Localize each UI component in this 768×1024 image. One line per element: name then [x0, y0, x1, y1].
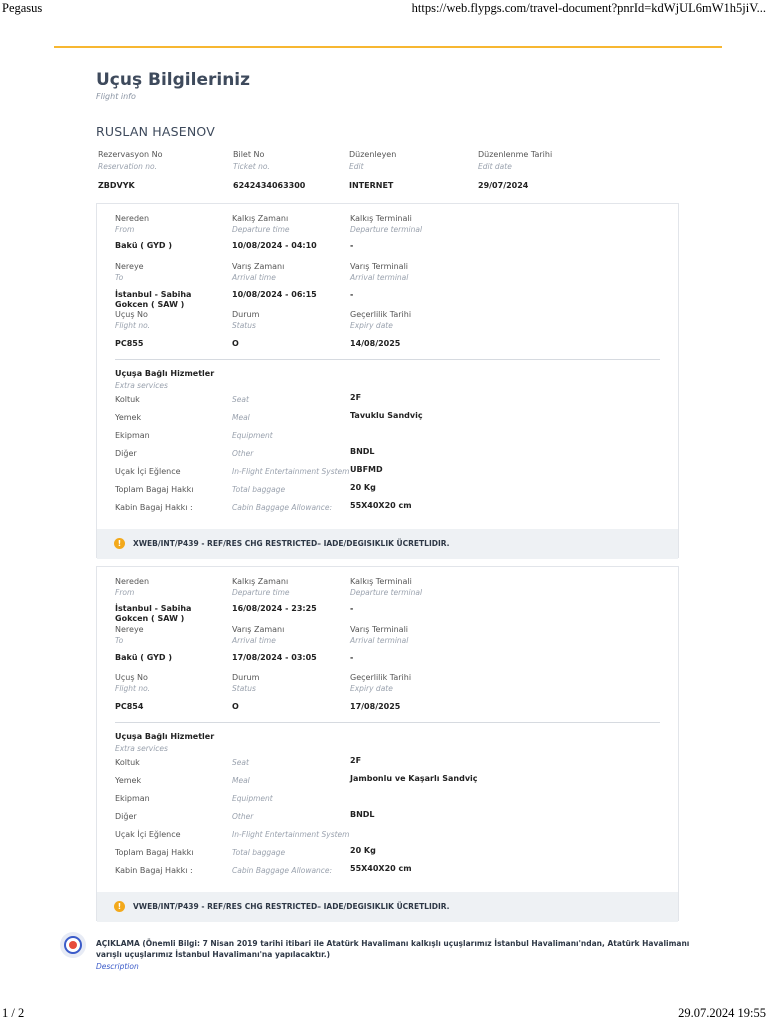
- passenger-name: RUSLAN HASENOV: [96, 124, 215, 139]
- cabin-baggage-label-en: Cabin Baggage Allowance:: [232, 866, 333, 875]
- equipment-label: Ekipman: [115, 431, 150, 440]
- other-value: BNDL: [350, 447, 375, 456]
- seat-label: Koltuk: [115, 395, 140, 404]
- divider: [115, 722, 660, 723]
- meal-label-en: Meal: [232, 413, 250, 422]
- description-icon: [60, 932, 86, 958]
- flight-no-label: Uçuş No: [115, 310, 148, 319]
- arrival-time-label-en: Arrival time: [232, 636, 276, 645]
- print-footer: [0, 1006, 768, 1024]
- print-header-url: https://web.flypgs.com/travel-document?pnrId=kdWjUL6mW1h5jiV...: [411, 1, 766, 15]
- flight-no-value: PC854: [115, 702, 144, 711]
- arrival-terminal-label: Varış Terminali: [350, 262, 409, 271]
- expiry-value: 17/08/2025: [350, 702, 401, 711]
- departure-time-label-en: Departure time: [232, 588, 290, 597]
- ticket-value: 6242434063300: [233, 181, 306, 190]
- extra-services-heading: Uçuşa Bağlı Hizmetler: [115, 732, 215, 741]
- page-number: 1 / 2: [2, 1006, 25, 1020]
- seat-value: 2F: [350, 756, 362, 765]
- expiry-value: 14/08/2025: [350, 339, 401, 348]
- arrival-time-label: Varış Zamanı: [232, 625, 285, 634]
- departure-time-value: 10/08/2024 - 04:10: [232, 241, 317, 250]
- status-value: O: [232, 702, 239, 711]
- equipment-label: Ekipman: [115, 794, 150, 803]
- seat-label-en: Seat: [232, 758, 249, 767]
- departure-time-label: Kalkış Zamanı: [232, 577, 289, 586]
- other-label-en: Other: [232, 449, 254, 458]
- departure-terminal-label-en: Departure terminal: [350, 588, 423, 597]
- from-label-en: From: [115, 225, 135, 234]
- edit-date-value: 29/07/2024: [478, 181, 529, 190]
- arrival-time-value: 10/08/2024 - 06:15: [232, 290, 317, 299]
- flight-no-value: PC855: [115, 339, 144, 348]
- from-label-en: From: [115, 588, 135, 597]
- baggage-value: 20 Kg: [350, 483, 376, 492]
- departure-time-label: Kalkış Zamanı: [232, 214, 289, 223]
- departure-terminal-label: Kalkış Terminali: [350, 577, 412, 586]
- flight-card: [96, 203, 679, 558]
- expiry-label-en: Expiry date: [350, 684, 393, 693]
- reservation-label-en: Reservation no.: [98, 162, 157, 171]
- fare-notice: [97, 529, 678, 559]
- cabin-baggage-label: Kabin Bagaj Hakkı :: [115, 503, 193, 512]
- status-label-en: Status: [232, 684, 256, 693]
- from-label: Nereden: [115, 577, 150, 586]
- seat-label: Koltuk: [115, 758, 140, 767]
- reservation-value: ZBDVYK: [98, 181, 135, 190]
- departure-terminal-label-en: Departure terminal: [350, 225, 423, 234]
- expiry-label: Geçerlilik Tarihi: [350, 673, 412, 682]
- cabin-baggage-value: 55X40X20 cm: [350, 501, 412, 510]
- arrival-time-value: 17/08/2024 - 03:05: [232, 653, 317, 662]
- ife-value: UBFMD: [350, 465, 383, 474]
- arrival-terminal-label-en: Arrival terminal: [350, 273, 409, 282]
- meal-value: Tavuklu Sandviç: [350, 411, 423, 420]
- departure-terminal-value: -: [350, 241, 354, 250]
- from-label: Nereden: [115, 214, 150, 223]
- warning-icon: !: [114, 901, 125, 912]
- other-label: Diğer: [115, 812, 137, 821]
- to-label-en: To: [115, 273, 124, 282]
- description-label-en: Description: [96, 962, 139, 971]
- editor-value: INTERNET: [349, 181, 394, 190]
- to-label: Nereye: [115, 262, 144, 271]
- ife-label-en: In-Flight Entertainment System: [232, 467, 350, 476]
- to-label: Nereye: [115, 625, 144, 634]
- editor-label-en: Edit: [349, 162, 364, 171]
- arrival-time-label: Varış Zamanı: [232, 262, 285, 271]
- description-text: AÇIKLAMA (Önemli Bilgi: 7 Nisan 2019 tarihi itibari ile Atatürk Havalimanı kalkışlı uçuşlarımız İstanbul Havalimanı'ndan, Atatürk Havalimanı varışlı uçuşlarımız İstanbul Havalimanı'na yapılacaktır.): [96, 939, 690, 959]
- baggage-label: Toplam Bagaj Hakkı: [115, 485, 194, 494]
- fare-notice-text: VWEB/INT/P439 - REF/RES CHG RESTRICTED– IADE/DEGISIKLIK ÜCRETLIDIR.: [133, 902, 450, 911]
- fare-notice-text: XWEB/INT/P439 - REF/RES CHG RESTRICTED– IADE/DEGISIKLIK ÜCRETLIDIR.: [133, 539, 450, 548]
- status-value: O: [232, 339, 239, 348]
- from-value: Bakü ( GYD ): [115, 241, 173, 250]
- page-title: Uçuş Bilgileriniz: [96, 70, 251, 90]
- status-label: Durum: [232, 673, 260, 682]
- baggage-label-en: Total baggage: [232, 848, 286, 857]
- print-datetime: 29.07.2024 19:55: [678, 1006, 766, 1020]
- arrival-terminal-label-en: Arrival terminal: [350, 636, 409, 645]
- flight-no-label-en: Flight no.: [115, 684, 151, 693]
- seat-label-en: Seat: [232, 395, 249, 404]
- other-label-en: Other: [232, 812, 254, 821]
- extra-services-heading-en: Extra services: [115, 381, 168, 390]
- meal-label-en: Meal: [232, 776, 250, 785]
- cabin-baggage-label-en: Cabin Baggage Allowance:: [232, 503, 333, 512]
- edit-date-label: Düzenlenme Tarihi: [478, 150, 553, 159]
- ife-label: Uçak İçi Eğlence: [115, 830, 181, 839]
- to-value: Bakü ( GYD ): [115, 653, 173, 662]
- ticket-label-en: Ticket no.: [233, 162, 270, 171]
- baggage-label-en: Total baggage: [232, 485, 286, 494]
- cabin-baggage-value: 55X40X20 cm: [350, 864, 412, 873]
- baggage-label: Toplam Bagaj Hakkı: [115, 848, 194, 857]
- other-value: BNDL: [350, 810, 375, 819]
- divider: [115, 359, 660, 360]
- page-subtitle: Flight info: [96, 92, 136, 101]
- flight-card: [96, 566, 679, 921]
- to-value: İstanbul - Sabiha Gokcen ( SAW ): [115, 290, 192, 309]
- flight-no-label-en: Flight no.: [115, 321, 151, 330]
- status-label-en: Status: [232, 321, 256, 330]
- warning-icon: !: [114, 538, 125, 549]
- editor-label: Düzenleyen: [349, 150, 397, 159]
- cabin-baggage-label: Kabin Bagaj Hakkı :: [115, 866, 193, 875]
- meal-label: Yemek: [115, 413, 142, 422]
- ticket-label: Bilet No: [233, 150, 265, 159]
- seat-value: 2F: [350, 393, 362, 402]
- departure-time-label-en: Departure time: [232, 225, 290, 234]
- expiry-label: Geçerlilik Tarihi: [350, 310, 412, 319]
- to-label-en: To: [115, 636, 124, 645]
- status-label: Durum: [232, 310, 260, 319]
- meal-label: Yemek: [115, 776, 142, 785]
- fare-notice: [97, 892, 678, 922]
- expiry-label-en: Expiry date: [350, 321, 393, 330]
- arrival-time-label-en: Arrival time: [232, 273, 276, 282]
- meal-value: Jambonlu ve Kaşarlı Sandviç: [350, 774, 478, 783]
- extra-services-heading-en: Extra services: [115, 744, 168, 753]
- equipment-label-en: Equipment: [232, 431, 273, 440]
- arrival-terminal-label: Varış Terminali: [350, 625, 409, 634]
- ife-label: Uçak İçi Eğlence: [115, 467, 181, 476]
- edit-date-label-en: Edit date: [478, 162, 512, 171]
- arrival-terminal-value: -: [350, 290, 354, 299]
- print-header-title: Pegasus: [2, 1, 43, 15]
- equipment-label-en: Equipment: [232, 794, 273, 803]
- arrival-terminal-value: -: [350, 653, 354, 662]
- ife-label-en: In-Flight Entertainment System: [232, 830, 350, 839]
- accent-rule: [54, 46, 722, 48]
- departure-terminal-label: Kalkış Terminali: [350, 214, 412, 223]
- baggage-value: 20 Kg: [350, 846, 376, 855]
- other-label: Diğer: [115, 449, 137, 458]
- reservation-label: Rezervasyon No: [98, 150, 163, 159]
- from-value: İstanbul - Sabiha Gokcen ( SAW ): [115, 604, 192, 623]
- departure-terminal-value: -: [350, 604, 354, 613]
- departure-time-value: 16/08/2024 - 23:25: [232, 604, 317, 613]
- flight-no-label: Uçuş No: [115, 673, 148, 682]
- extra-services-heading: Uçuşa Bağlı Hizmetler: [115, 369, 215, 378]
- print-header: [0, 0, 768, 18]
